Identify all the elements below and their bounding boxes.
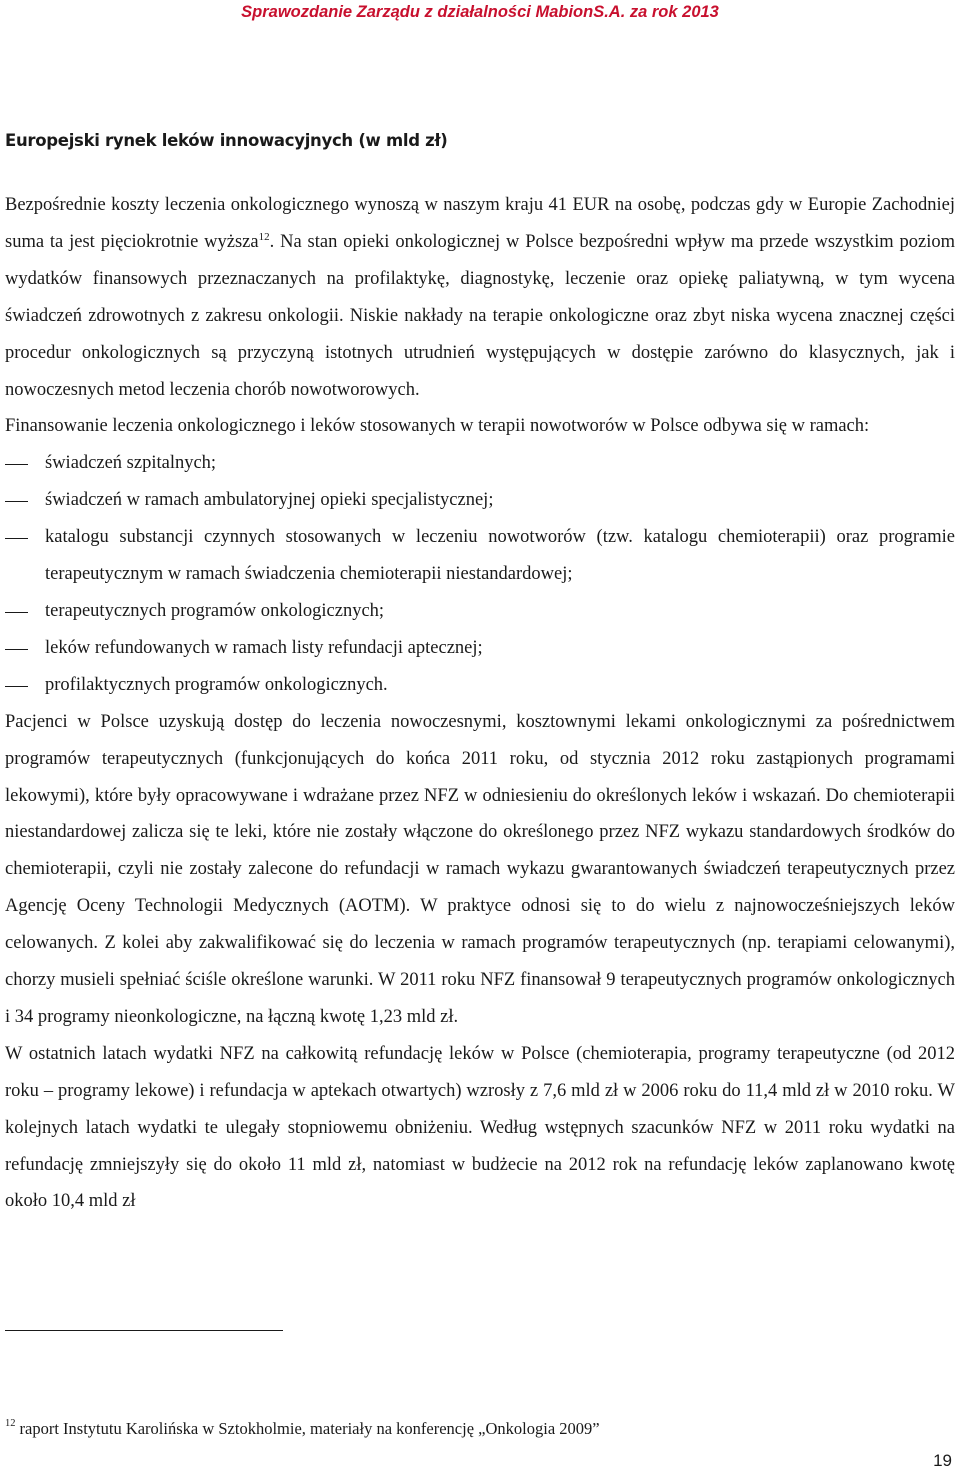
page-number: 19 bbox=[933, 1451, 952, 1470]
footnote bbox=[5, 1418, 600, 1439]
paragraph-3: Pacjenci w Polsce uzyskują dostęp do leczenia nowoczesnymi, kosztownymi lekami onkologicznymi za pośrednictwem programów terapeutycznych (funkcjonujących do końca 2011 roku, od stycznia 2012 roku zastąpionych programami lekowymi), które były opracowywane i wdrażane przez NFZ w odniesieniu do określonych leków i wskazań. Do chemioterapii niestandardowej zalicza się te leki, które nie zostały włączone do określonego przez NFZ wykazu standardowych środków do chemioterapii, czyli nie zostały zalecone do refundacji w ramach wykazu gwarantowanych świadczeń terapeutycznych przez Agencję Oceny Technologii Medycznych (AOTM). W praktyce odnosi się to do wielu z najnowocześniejszych leków celowanych. Z kolei aby zakwalifikować się do leczenia w ramach programów terapeutycznych (np. terapiami celowanymi), chorzy musieli spełniać ściśle określone warunki. W 2011 roku NFZ finansował 9 terapeutycznych programów onkologicznych i 34 programy nieonkologiczne, na łączną kwotę 1,23 mld zł. bbox=[5, 711, 955, 1027]
paragraph-1-text: Bezpośrednie koszty leczenia onkologicznego wynoszą w naszym kraju 41 EUR na osobę, podczas gdy w Europie Zachodniej suma ta jest pięciokrotnie wyższa bbox=[5, 195, 955, 252]
footnote-number: 12 bbox=[5, 1418, 16, 1429]
financing-list bbox=[5, 445, 955, 703]
list-item: świadczeń szpitalnych; bbox=[5, 445, 955, 482]
paragraph-2: Finansowanie leczenia onkologicznego i leków stosowanych w terapii nowotworów w Polsce odbywa się w ramach: bbox=[5, 416, 870, 437]
footnote-divider bbox=[5, 1330, 283, 1331]
list-item: leków refundowanych w ramach listy refundacji aptecznej; bbox=[5, 630, 955, 667]
list-item: świadczeń w ramach ambulatoryjnej opieki specjalistycznej; bbox=[5, 482, 955, 519]
footnote-text: raport Instytutu Karolińska w Sztokholmie, materiały na konferencję „Onkologia 2009” bbox=[19, 1419, 600, 1438]
main-text bbox=[5, 187, 955, 1220]
footnote-reference: 12 bbox=[258, 230, 270, 243]
list-item: terapeutycznych programów onkologicznych; bbox=[5, 593, 955, 630]
paragraph-4: W ostatnich latach wydatki NFZ na całkowitą refundację leków w Polsce (chemioterapia, programy terapeutyczne (od 2012 roku – programy lekowe) i refundacja w aptekach otwartych) wzrosły z 7,6 mld zł w 2006 roku do 11,4 mld zł w 2010 roku. W kolejnych latach wydatki te ulegały stopniowemu obniżeniu. Według wstępnych szacunków NFZ w 2011 roku wydatki na refundację zmniejszyły się do około 11 mld zł, natomiast w budżecie na 2012 rok na refundację leków zaplanowano kwotę około 10,4 mld zł bbox=[5, 1043, 955, 1212]
paragraph-1-continuation: . Na stan opieki onkologicznej w Polsce bezpośredni wpływ ma przede wszystkim poziom wydatków finansowych przeznaczanych na profilaktykę, diagnostykę, leczenie oraz opiekę paliatywną, w tym wycena świadczeń zdrowotnych z zakresu onkologii. Niskie nakłady na terapie onkologiczne oraz zbyt niska wycena znacznej części procedur onkologicznych są przyczyną istotnych utrudnień występujących w dostępie zarówno do klasycznych, jak i nowoczesnych metod leczenia chorób nowotworowych. bbox=[5, 231, 955, 400]
page-header-title: Sprawozdanie Zarządu z działalności MabionS.A. za rok 2013 bbox=[241, 3, 719, 21]
list-item: profilaktycznych programów onkologicznych. bbox=[5, 667, 955, 704]
list-item: katalogu substancji czynnych stosowanych w leczeniu nowotworów (tzw. katalogu chemioterapii) oraz programie terapeutycznym w ramach świadczenia chemioterapii niestandardowej; bbox=[5, 519, 955, 593]
paragraph-1 bbox=[5, 187, 955, 408]
section-heading: Europejski rynek leków innowacyjnych (w mld zł) bbox=[5, 131, 448, 150]
